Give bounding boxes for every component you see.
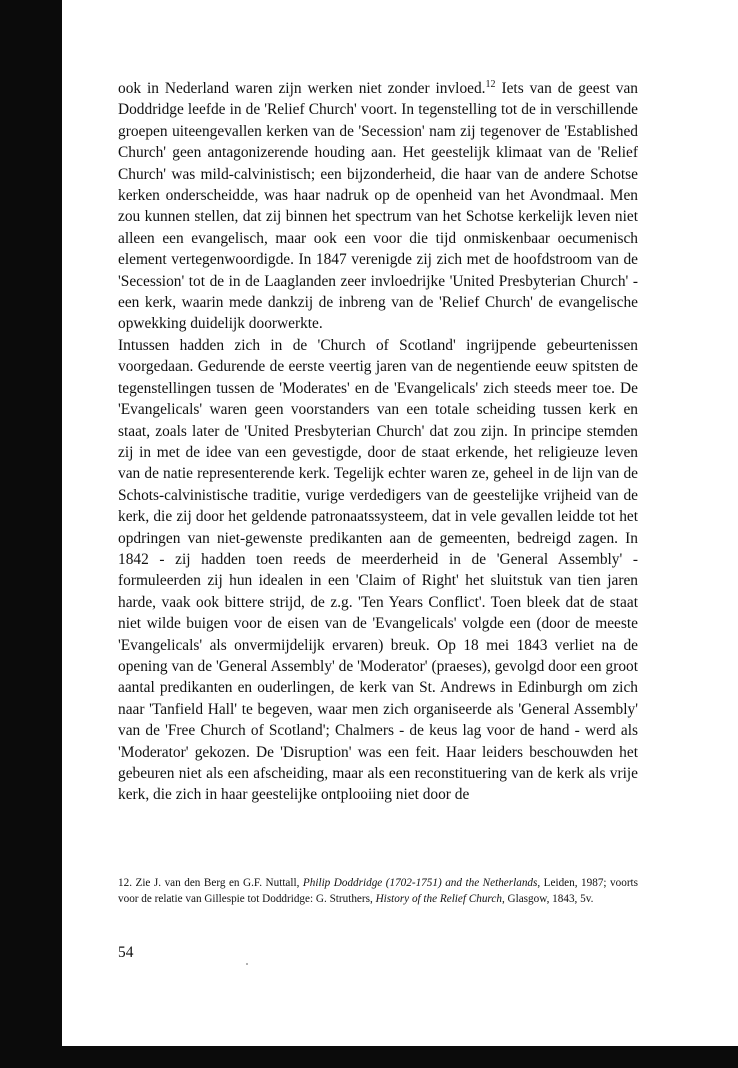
scan-speck bbox=[246, 963, 248, 965]
paragraph-1 bbox=[118, 78, 638, 335]
footnote-text-2: , Leiden, 1987; voorts voor de relatie van Gillespie tot Doddridge: G. Struthers, bbox=[118, 877, 639, 905]
footnote-reference: 12 bbox=[485, 79, 496, 90]
scan-border-left bbox=[0, 0, 62, 1068]
footnote-text-1: 12. Zie J. van den Berg en G.F. Nuttall, bbox=[118, 877, 303, 889]
main-text bbox=[118, 78, 638, 806]
paragraph-1-rest: Iets van de geest van Doddridge leefde in de 'Relief Church' voort. In tegenstelling tot de in verschillende groepen uiteengevallen kerken van de 'Secession' nam zij tegenover de 'Established Church' geen antagonizerende houding aan. Het geestelijk klimaat van de 'Relief Church' was mild-calvinistisch; een bijzonderheid, die haar van de andere Schotse kerken onderscheidde, was haar nadruk op de openheid van het Avondmaal. Men zou kunnen stellen, dat zij binnen het spectrum van het Schotse kerkelijk leven niet alleen een evangelisch, maar ook een voor die tijd onmiskenbaar oecumenisch element vertegenwoordigde. In 1847 verenigde zij zich met de hoofdstroom van de 'Secession' tot de in de Laaglanden zeer invloedrijke 'United Presbyterian Church' - een kerk, waarin mede dankzij de inbreng van de 'Relief Church' de evangelische opwekking duidelijk doorwerkte. bbox=[118, 80, 638, 333]
page-number: 54 bbox=[118, 944, 134, 961]
paragraph-2: Intussen hadden zich in de 'Church of Scotland' ingrijpende gebeurtenissen voorgedaan. Gedurende de eerste veertig jaren van de negentiende eeuw spitsten de tegenstellingen tussen de 'Moderates' en de 'Evangelicals' zich steeds meer toe. De 'Evangelicals' waren geen voorstanders van een totale scheiding tussen kerk en staat, zoals later de 'United Presbyterian Church' dat zou zijn. In principe stemden zij in met de idee van een gevestigde, door de staat erkende, het religieuze leven van de natie representerende kerk. Tegelijk echter waren ze, geheel in de lijn van de Schots-calvinistische traditie, vurige verdedigers van de geestelijke vrijheid van de kerk, die zij door het geldende patronaatssysteem, dat in vele gevallen leidde tot het opdringen van niet-gewenste predikanten aan de gemeenten, bedreigd zagen. In 1842 - zij hadden toen reeds de meerderheid in de 'General Assembly' - formuleerden zij hun idealen in een 'Claim of Right' het sluitstuk van tien jaren harde, vaak ook bittere strijd, de z.g. 'Ten Years Conflict'. Toen bleek dat de staat niet wilde buigen voor de eisen van de 'Evangelicals' volgde een (door de meeste 'Evangelicals' als onvermijdelijk ervaren) breuk. Op 18 mei 1843 verliet na de opening van de 'General Assembly' de 'Moderator' (praeses), gevolgd door een groot aantal predikanten en ouderlingen, de kerk van St. Andrews in Edinburgh om zich naar 'Tanfield Hall' te begeven, waar men zich organiseerde als 'General Assembly' van de 'Free Church of Scotland'; Chalmers - de keus lag voor de hand - werd als 'Moderator' gekozen. De 'Disruption' was een feit. Haar leiders beschouwden het gebeuren niet als een afscheiding, maar als een reconstituering van de kerk als vrije kerk, die zich in haar geestelijke ontplooiing niet door de bbox=[118, 336, 638, 804]
footnote-text-3: , Glasgow, 1843, 5v. bbox=[501, 892, 594, 905]
footnote bbox=[118, 876, 638, 907]
page-body bbox=[118, 78, 638, 806]
footnote-title-2: History of the Relief Church bbox=[375, 892, 502, 905]
paragraph-1-start: ook in Nederland waren zijn werken niet zonder invloed. bbox=[118, 80, 486, 97]
footnote-title-1: Philip Doddridge (1702-1751) and the Netherlands bbox=[302, 877, 538, 889]
scan-border-bottom bbox=[0, 1046, 738, 1068]
